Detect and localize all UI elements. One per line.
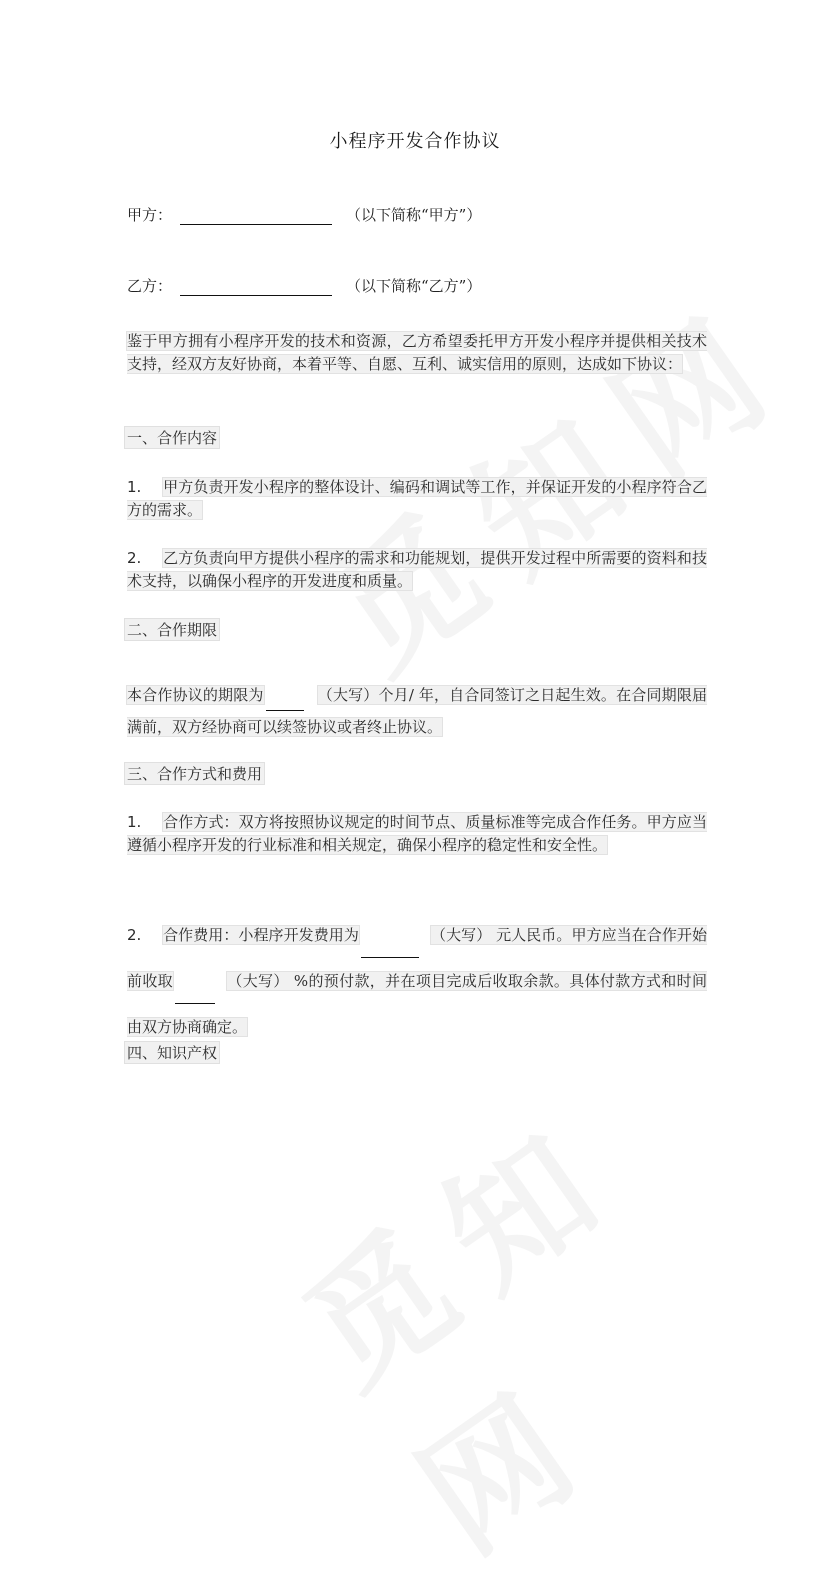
party-a-blank[interactable] [180, 206, 332, 225]
section-2-text-a: 本合作协议的期限为 [127, 686, 264, 704]
section-1-heading: 一、合作内容 [127, 429, 218, 447]
section-3-item-1-text: 合作方式：双方将按照协议规定的时间节点、质量标准等完成合作任务。甲方应当遵循小程序开发的行业标准和相关规定，确保小程序的稳定性和安全性。 [127, 813, 707, 854]
item-number: 2. [127, 926, 142, 944]
item-number: 2. [127, 549, 142, 567]
party-b-label: 乙方： [127, 277, 173, 295]
fee-text-a: 合作费用：小程序开发费用为 [163, 926, 359, 944]
section-1-item-2-text: 乙方负责向甲方提供小程序的需求和功能规划，提供开发过程中所需要的资料和技术支持，以确保小程序的开发进度和质量。 [127, 549, 707, 590]
party-a-line [127, 204, 481, 225]
section-1-item-1 [127, 476, 707, 522]
fee-text-c: （大写） %的预付款，并在项目完成后收取余款。具体付款方式和时间由双方协商确定。 [127, 972, 707, 1036]
duration-blank[interactable] [266, 694, 304, 711]
fee-amount-blank[interactable] [361, 941, 419, 958]
section-2-heading: 二、合作期限 [127, 621, 218, 639]
section-1-item-1-text: 甲方负责开发小程序的整体设计、编码和调试等工作，并保证开发的小程序符合乙方的需求。 [127, 478, 707, 519]
intro-paragraph [127, 330, 707, 376]
party-a-label: 甲方： [127, 206, 173, 224]
section-3-item-2 [127, 912, 707, 1050]
section-1-item-2 [127, 547, 707, 593]
item-number: 1. [127, 478, 142, 496]
intro-text: 鉴于甲方拥有小程序开发的技术和资源，乙方希望委托甲方开发小程序并提供相关技术支持，经双方友好协商，本着平等、自愿、互利、诚实信用的原则，达成如下协议： [127, 332, 707, 373]
section-3-heading: 三、合作方式和费用 [127, 765, 263, 783]
party-b-blank[interactable] [180, 277, 332, 296]
prepay-percent-blank[interactable] [175, 987, 215, 1004]
section-2-text-b: （大写）个月/ 年，自合同签订之日起生效。在合同期限届满前，双方经协商可以续签协议或者终止协议。 [127, 686, 707, 736]
section-3-item-1 [127, 811, 707, 857]
fee-text-b: （大写） 元人民币。甲方应当在合作开始前收取 [127, 926, 707, 990]
party-b-line [127, 275, 481, 296]
item-number: 1. [127, 813, 142, 831]
section-2-paragraph [127, 679, 707, 743]
party-a-note: （以下简称“甲方”） [346, 206, 482, 224]
party-b-note: （以下简称“乙方”） [346, 277, 482, 295]
section-4-heading: 四、知识产权 [127, 1044, 218, 1062]
document-title: 小程序开发合作协议 [329, 131, 501, 152]
watermark-bottom [260, 973, 830, 1589]
